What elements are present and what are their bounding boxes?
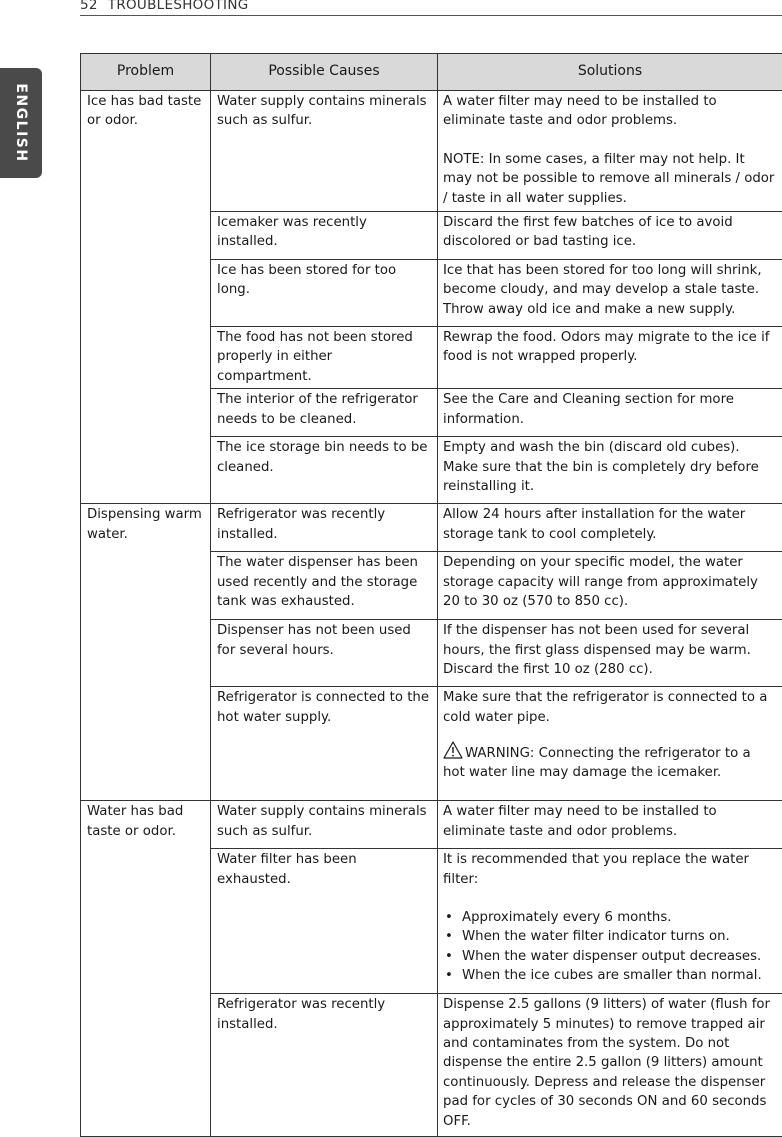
cause-cell: Refrigerator is connected to the hot water supply. [211, 687, 438, 801]
cause-cell: The water dispenser has been used recently and the storage tank was exhausted. [211, 552, 438, 620]
header-problem: Problem [81, 54, 211, 91]
solution-text: A water filter may need to be installed to eliminate taste and odor problems. [443, 92, 776, 131]
cause-cell: Ice has been stored for too long. [211, 260, 438, 327]
solution-cell: Dispense 2.5 gallons (9 litters) of water (flush for approximately 5 minutes) to remove trapped air and contaminates from the system. Do not dispense the entire 2.5 gallon (9 litters) amount continuously. Depress and release the dispenser pad for cycles of 30 seconds ON and 60 seconds OFF. [438, 994, 782, 1137]
problem-cell: Dispensing warm water. [81, 504, 211, 801]
solution-cell [438, 91, 782, 212]
solution-text: It is recommended that you replace the water filter: [443, 850, 776, 889]
problem-cell: Water has bad taste or odor. [81, 801, 211, 1137]
solution-cell: Depending on your specific model, the water storage capacity will range from approximately 20 to 30 oz (570 to 850 cc). [438, 552, 782, 620]
table-row [81, 504, 782, 552]
solution-cell [438, 849, 782, 994]
cause-cell: Water supply contains minerals such as sulfur. [211, 801, 438, 849]
cause-cell: Water supply contains minerals such as sulfur. [211, 91, 438, 212]
list-item: • When the water filter indicator turns on. [443, 927, 776, 946]
note-text: NOTE: In some cases, a filter may not help. It may not be possible to remove all minerals / odor / taste in all water supplies. [443, 150, 776, 208]
header-causes: Possible Causes [211, 54, 438, 91]
solution-cell: Discard the first few batches of ice to avoid discolored or bad tasting ice. [438, 212, 782, 260]
language-tab-label: ENGLISH [13, 83, 29, 162]
cause-cell: The food has not been stored properly in either compartment. [211, 327, 438, 389]
list-item: • Approximately every 6 months. [443, 908, 776, 927]
solution-cell: Allow 24 hours after installation for the water storage tank to cool completely. [438, 504, 782, 552]
solution-cell: Empty and wash the bin (discard old cubes). Make sure that the bin is completely dry before reinstalling it. [438, 437, 782, 504]
solution-cell: A water filter may need to be installed to eliminate taste and odor problems. [438, 801, 782, 849]
section-title: TROUBLESHOOTING [108, 0, 249, 13]
cause-cell: The ice storage bin needs to be cleaned. [211, 437, 438, 504]
solution-cell: Rewrap the food. Odors may migrate to the ice if food is not wrapped properly. [438, 327, 782, 389]
page-header [80, 0, 782, 16]
language-tab [0, 68, 42, 178]
table-row [81, 91, 782, 212]
cause-cell: Water filter has been exhausted. [211, 849, 438, 994]
problem-cell: Ice has bad taste or odor. [81, 91, 211, 504]
list-item: • When the water dispenser output decreases. [443, 947, 776, 966]
solution-cell [438, 687, 782, 801]
warning-triangle-icon [443, 741, 463, 759]
solution-cell: See the Care and Cleaning section for more information. [438, 389, 782, 437]
list-item: • When the ice cubes are smaller than normal. [443, 966, 776, 985]
table-row [81, 801, 782, 849]
cause-cell: Dispenser has not been used for several hours. [211, 620, 438, 687]
cause-cell: Icemaker was recently installed. [211, 212, 438, 260]
page-number: 52 [80, 0, 98, 13]
solution-cell: Ice that has been stored for too long will shrink, become cloudy, and may develop a stale taste. Throw away old ice and make a new supply. [438, 260, 782, 327]
warning-text: WARNING: Connecting the refrigerator to a hot water line may damage the icemaker. [443, 746, 751, 780]
troubleshooting-table [80, 53, 782, 1137]
warning-block [443, 741, 776, 783]
cause-cell: The interior of the refrigerator needs to be cleaned. [211, 389, 438, 437]
bullet-list [443, 908, 776, 986]
table-header-row [81, 54, 782, 91]
solution-cell: If the dispenser has not been used for several hours, the first glass dispensed may be warm. Discard the first 10 oz (280 cc). [438, 620, 782, 687]
cause-cell: Refrigerator was recently installed. [211, 994, 438, 1137]
cause-cell: Refrigerator was recently installed. [211, 504, 438, 552]
solution-text: Make sure that the refrigerator is connected to a cold water pipe. [443, 688, 776, 727]
header-solutions: Solutions [438, 54, 782, 91]
